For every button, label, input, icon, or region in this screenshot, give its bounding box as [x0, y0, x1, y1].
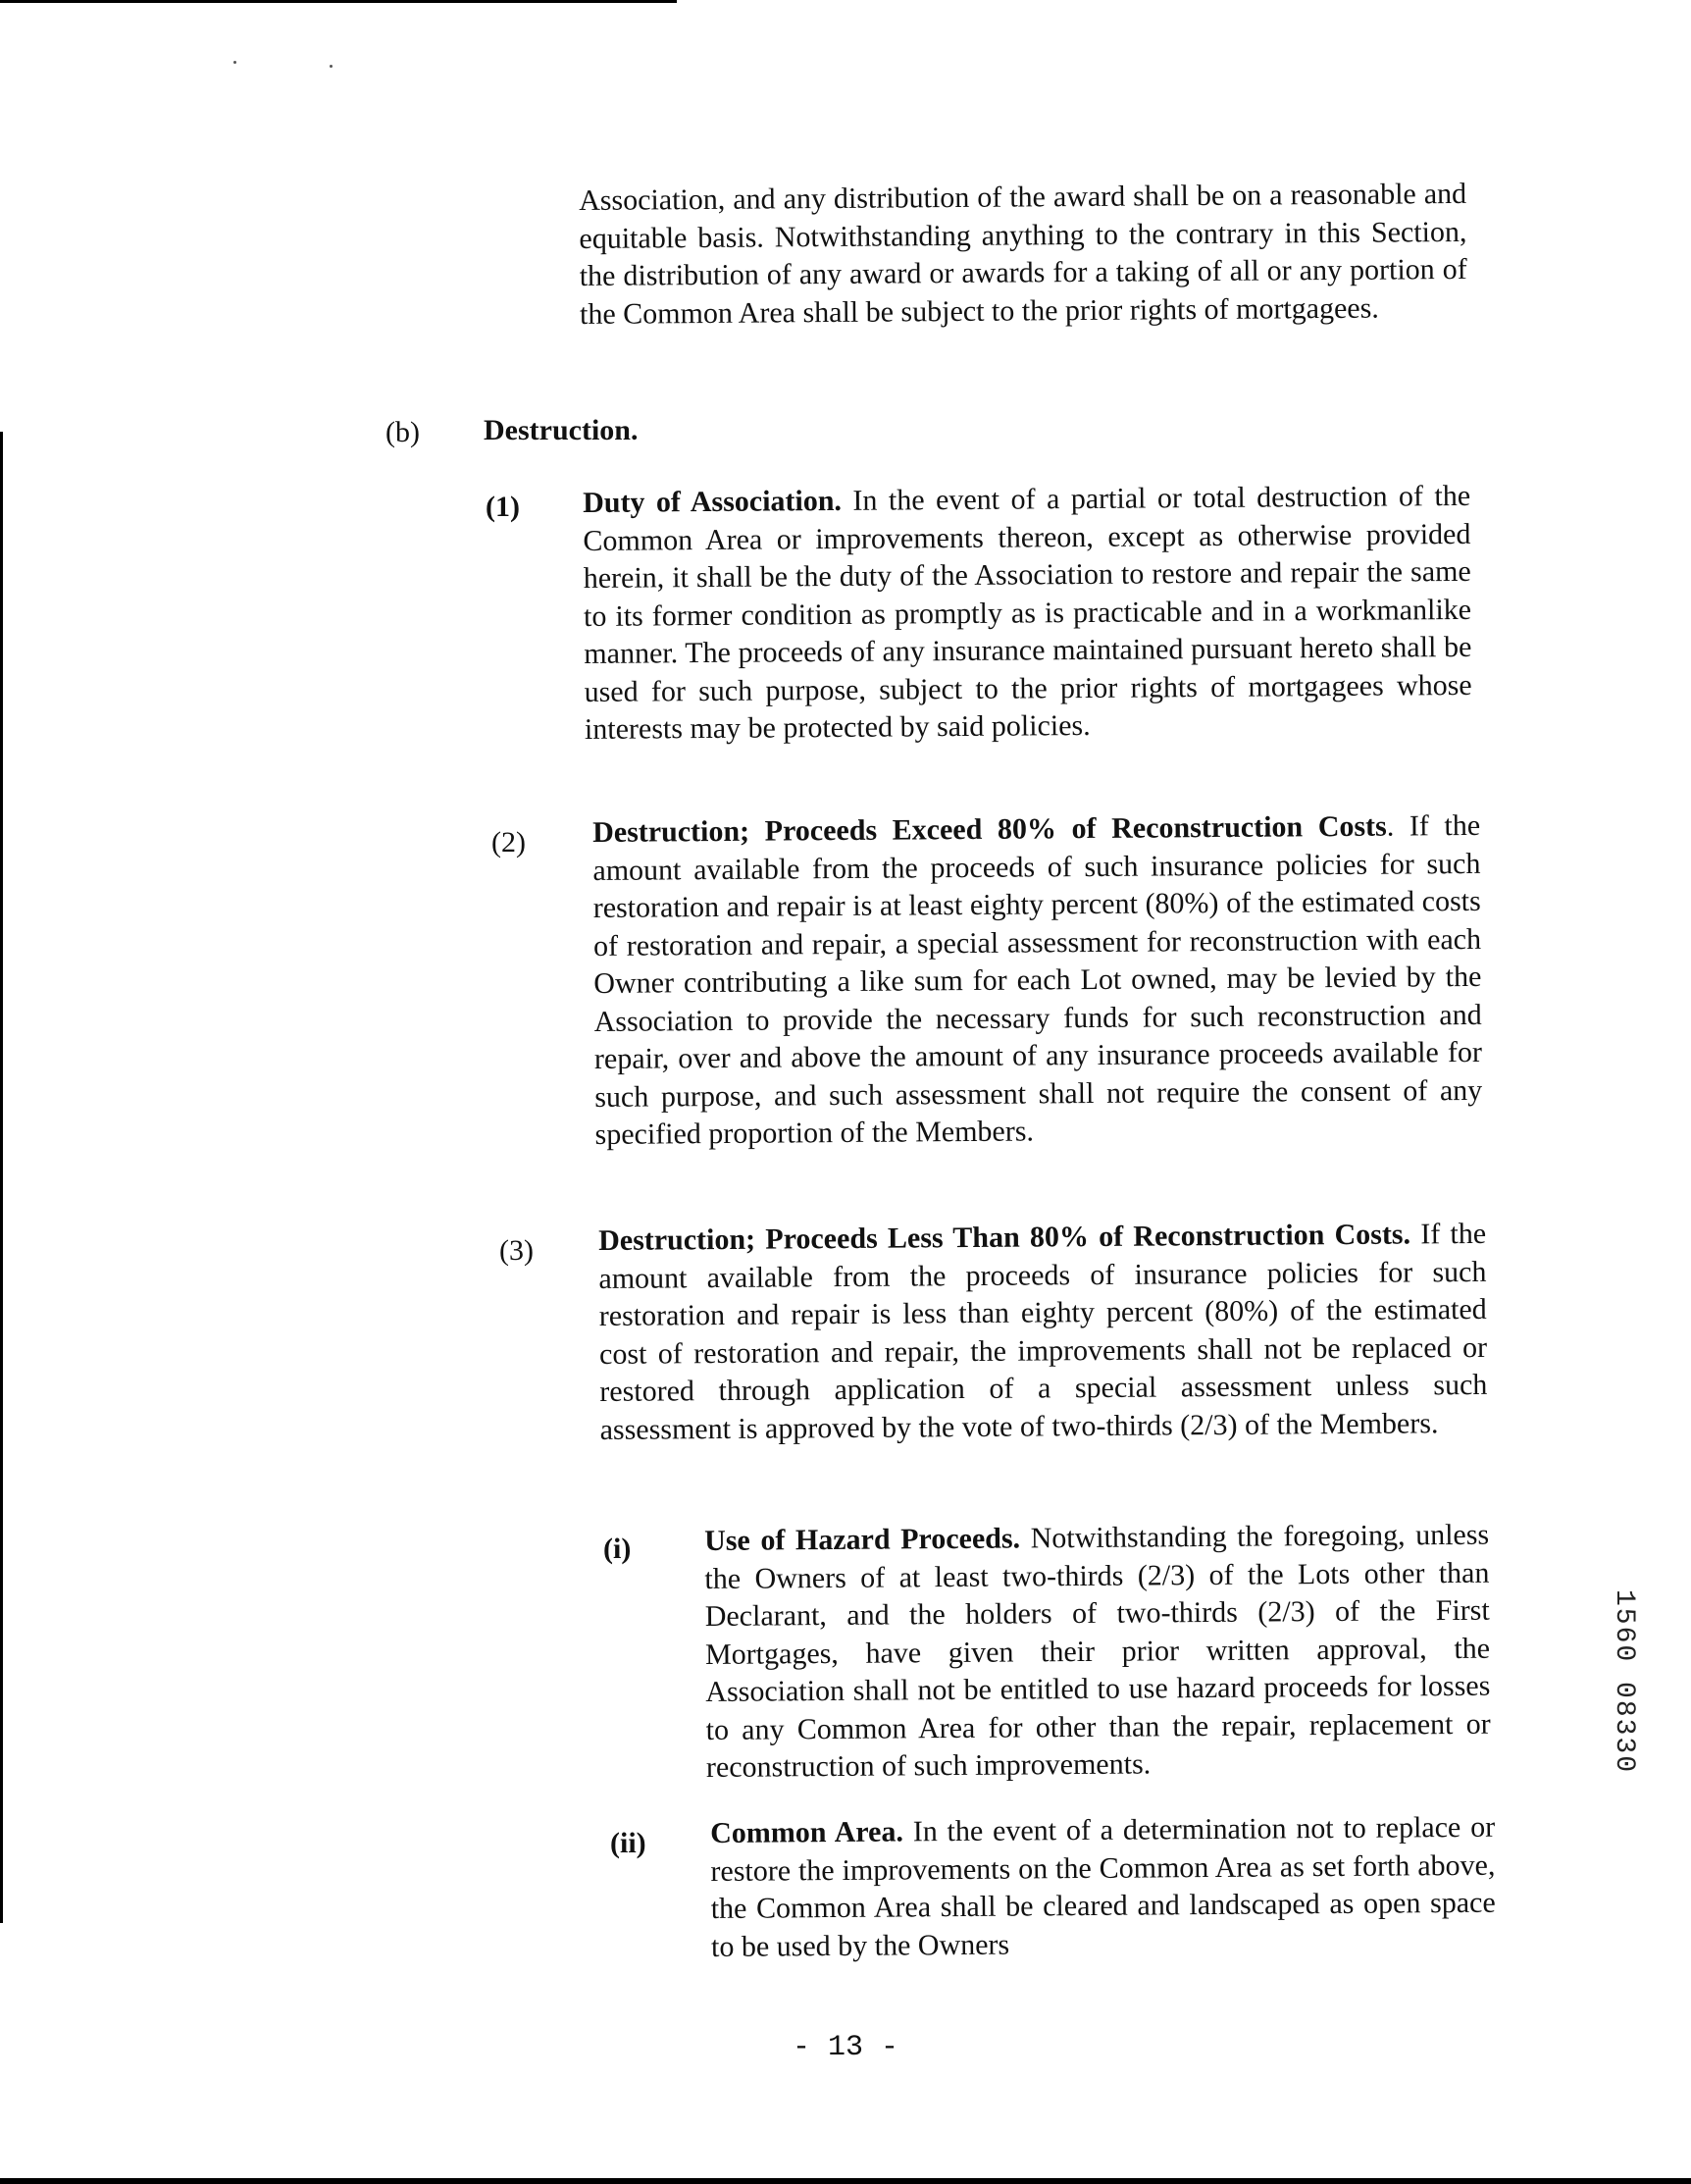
item-1-marker: (1) [486, 491, 520, 523]
item-3-title: Destruction; Proceeds Less Than 80% of Reconstruction Costs. [598, 1218, 1411, 1257]
item-3-text: If the amount available from the proceeds of insurance policies for such restoration and repair is less than eighty percent (80%) of the estimated cost of restoration and repair, the improvements shall not be replaced or restored through application of a special assessment unless such assessment is approved by the vote of two-thirds (2/3) of the Members. [598, 1217, 1488, 1446]
item-3-marker: (3) [499, 1234, 534, 1267]
item-2-title: Destruction; Proceeds Exceed 80% of Reconstruction Costs [592, 809, 1387, 849]
page-number: - 13 - [792, 2031, 899, 2064]
item-2-text: . If the amount available from the proceeds of such insurance policies for such restoration and repair is at least eighty percent (80%) of the estimated costs of restoration and repair, a special assessment for reconstruction with each Owner contributing a like sum for each Lot owned, may be levied by the Association to provide the necessary funds for such reconstruction and repair, over and above the amount of any insurance proceeds available for such purpose, and such assessment shall not require the consent of any specified proportion of the Members. [592, 808, 1483, 1151]
scan-border-top [0, 0, 677, 3]
scan-speck [330, 65, 333, 68]
scan-border-left [0, 432, 3, 1923]
scan-border-bottom [0, 2178, 1691, 2184]
section-b-marker: (b) [385, 416, 420, 448]
subitem-i-title: Use of Hazard Proceeds. [704, 1522, 1021, 1557]
item-1-paragraph [583, 478, 1472, 750]
scan-speck [233, 61, 236, 64]
item-3-paragraph [598, 1216, 1488, 1449]
intro-paragraph: Association, and any distribution of the award shall be on a reasonable and equitable basis. Notwithstanding anything to the contrary in this Section, the distribution of any award or awards for a taking of all or any portion of the Common Area shall be subject to the prior rights of mortgagees. [579, 177, 1467, 331]
subitem-i-marker: (i) [603, 1533, 632, 1565]
subitem-ii-text: In the event of a determination not to replace or restore the improvements on the Common Area as set forth above, the Common Area shall be cleared and landscaped as open space to be used by the Owners [710, 1810, 1496, 1963]
subitem-ii-title: Common Area. [710, 1815, 904, 1849]
margin-stamp: 1560 08330 [1609, 1589, 1639, 1775]
item-2-paragraph [592, 807, 1483, 1155]
subitem-ii-marker: (ii) [610, 1827, 646, 1859]
item-1-title: Duty of Association. [583, 484, 843, 519]
subitem-i-paragraph [704, 1517, 1491, 1788]
section-b-title: Destruction. [484, 414, 639, 446]
item-2-marker: (2) [491, 826, 526, 858]
subitem-ii-paragraph [710, 1809, 1496, 1966]
subitem-i-text: Notwithstanding the foregoing, unless the Owners of at least two-thirds (2/3) of the Lots other than Declarant, and the holders of two-thirds (2/3) of the First Mortgages, have given their prior written approval, the Association shall not be entitled to use hazard proceeds for losses to any Common Area for other than the repair, replacement or reconstruction of such improvements. [704, 1518, 1491, 1784]
item-1-text: In the event of a partial or total destruction of the Common Area or improvements thereon, except as otherwise provided herein, it shall be the duty of the Association to restore and repair the same to its former condition as promptly as is practicable and in a workmanlike manner. The proceeds of any insurance maintained pursuant hereto shall be used for such purpose, subject to the prior rights of mortgagees whose interests may be protected by said policies. [583, 479, 1472, 746]
